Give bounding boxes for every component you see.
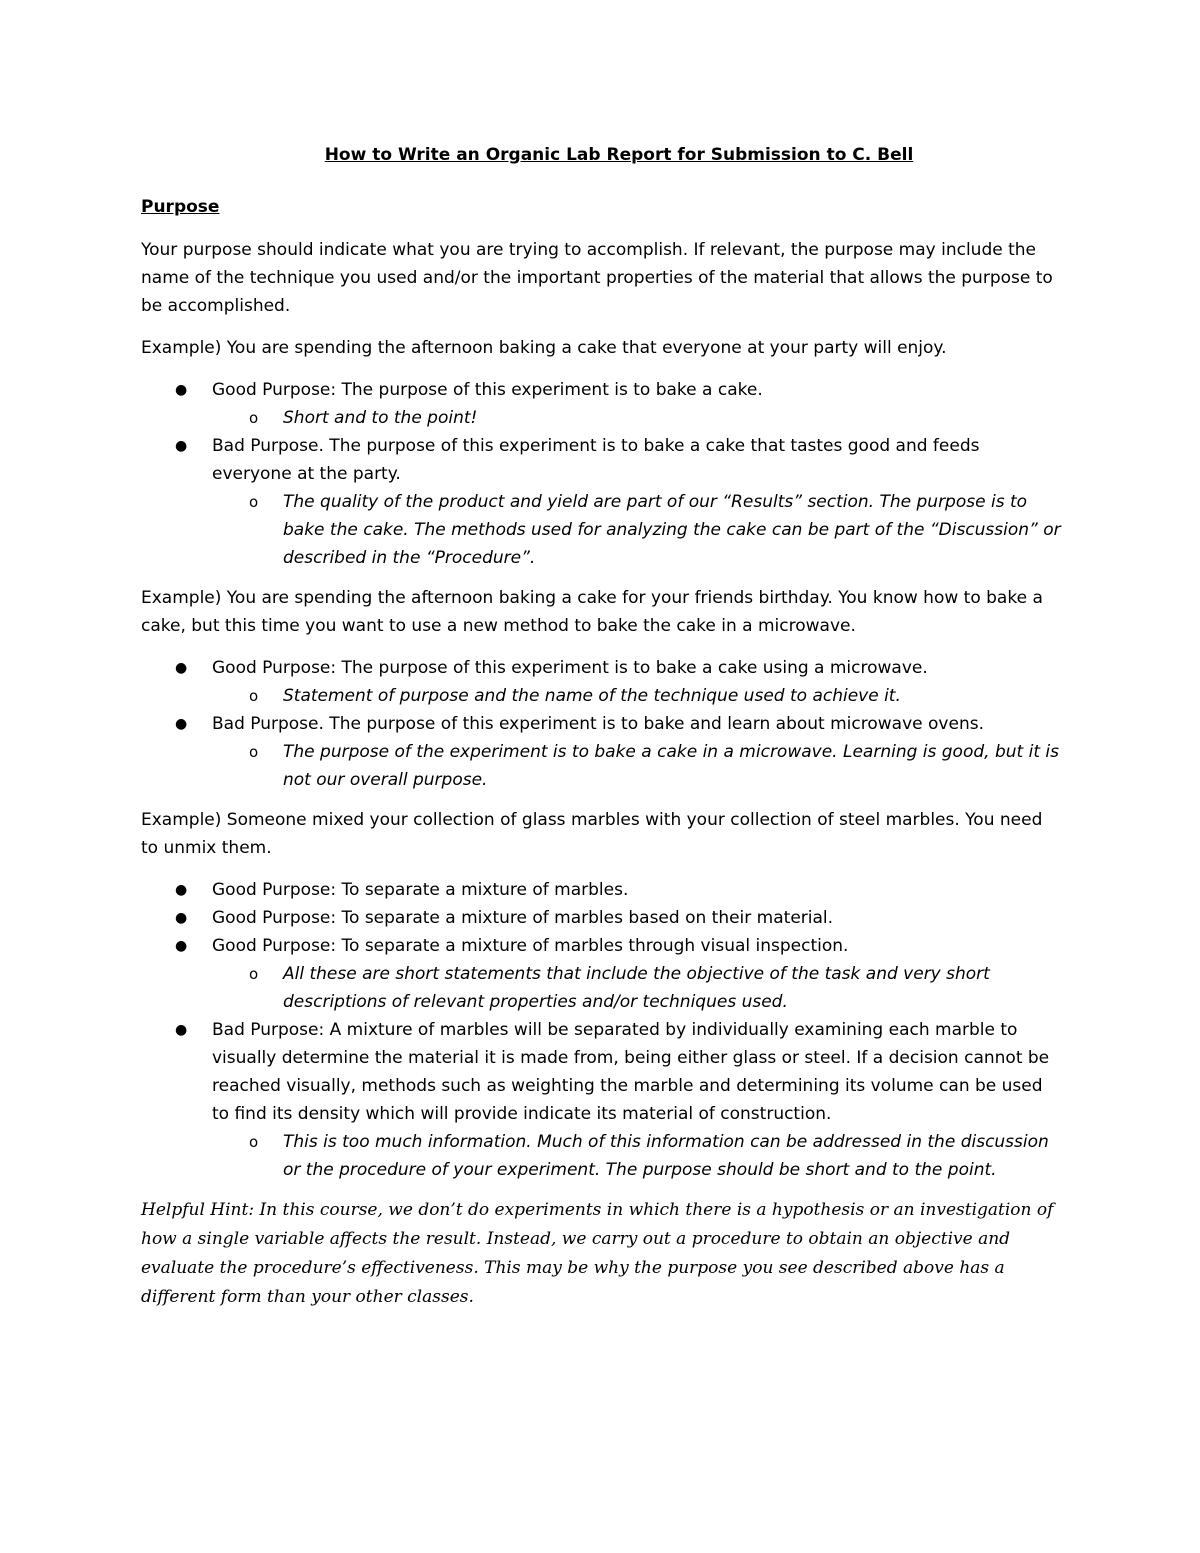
example-3-list bbox=[141, 876, 1061, 1184]
note-text: This is too much information. Much of this information can be addressed in the discussion or the procedure of your experiment. The purpose should be short and to the point. bbox=[283, 1132, 1049, 1180]
note-text: The quality of the product and yield are part of our “Results” section. The purpose is to bake the cake. The methods used for analyzing the cake can be part of the “Discussion” or described in the “Procedure”. bbox=[283, 492, 1061, 568]
note-text: The purpose of the experiment is to bake a cake in a microwave. Learning is good, but it is not our overall purpose. bbox=[283, 742, 1059, 790]
sub-bullet-icon: o bbox=[249, 965, 259, 983]
note-text: Statement of purpose and the name of the technique used to achieve it. bbox=[283, 686, 901, 706]
bullet-icon: ● bbox=[175, 938, 188, 954]
list-item bbox=[141, 710, 1061, 794]
example-1: Example) You are spending the afternoon baking a cake that everyone at your party will enjoy. bbox=[141, 338, 947, 358]
bad-purpose-text: Bad Purpose. The purpose of this experiment is to bake and learn about microwave ovens. bbox=[212, 714, 984, 734]
helpful-hint: Helpful Hint: In this course, we don’t do experiments in which there is a hypothesis or an investigation of how a single variable affects the result. Instead, we carry out a procedure to obtain an objective and evaluate the procedure’s effectiveness. This may be why the purpose you see described above has a different form than your other classes. bbox=[141, 1200, 1054, 1307]
sub-bullet-icon: o bbox=[249, 1133, 259, 1151]
bullet-icon: ● bbox=[175, 438, 188, 454]
bad-purpose-text: Bad Purpose. The purpose of this experiment is to bake a cake that tastes good and feeds everyone at the party. bbox=[212, 436, 980, 484]
sub-bullet-icon: o bbox=[249, 493, 259, 511]
note-text: All these are short statements that include the objective of the task and very short descriptions of relevant properties and/or techniques used. bbox=[283, 964, 990, 1012]
example-1-list bbox=[141, 376, 1061, 572]
bullet-icon: ● bbox=[175, 882, 188, 898]
example-3: Example) Someone mixed your collection of glass marbles with your collection of steel marbles. You need to unmix them. bbox=[141, 810, 1043, 858]
bullet-icon: ● bbox=[175, 910, 188, 926]
list-item bbox=[211, 738, 1061, 794]
note-text: Short and to the point! bbox=[283, 408, 478, 428]
good-purpose-text: Good Purpose: The purpose of this experiment is to bake a cake. bbox=[212, 380, 763, 400]
section-heading-purpose: Purpose bbox=[141, 197, 220, 217]
good-purpose-text: Good Purpose: To separate a mixture of marbles. bbox=[212, 880, 629, 900]
good-purpose-text: Good Purpose: To separate a mixture of marbles based on their material. bbox=[212, 908, 834, 928]
list-item bbox=[211, 682, 1061, 710]
sub-bullet-icon: o bbox=[249, 409, 259, 427]
intro-paragraph: Your purpose should indicate what you are trying to accomplish. If relevant, the purpose may include the name of the technique you used and/or the important properties of the material that allows the purpose to be accomplished. bbox=[141, 240, 1053, 316]
good-purpose-text: Good Purpose: The purpose of this experiment is to bake a cake using a microwave. bbox=[212, 658, 928, 678]
bad-purpose-text: Bad Purpose: A mixture of marbles will be separated by individually examining each marble to visually determine the material it is made from, being either glass or steel. If a decision cannot be reached visually, methods such as weighting the marble and determining its volume can be used to find its density which will provide indicate its material of construction. bbox=[212, 1020, 1050, 1124]
bullet-icon: ● bbox=[175, 716, 188, 732]
list-item bbox=[141, 876, 1061, 904]
list-item bbox=[211, 1128, 1061, 1184]
list-item bbox=[211, 404, 1061, 432]
list-item bbox=[211, 960, 1061, 1016]
list-item bbox=[141, 904, 1061, 932]
list-item bbox=[141, 432, 1061, 572]
bullet-icon: ● bbox=[175, 1022, 188, 1038]
good-purpose-text: Good Purpose: To separate a mixture of marbles through visual inspection. bbox=[212, 936, 849, 956]
document-title: How to Write an Organic Lab Report for Submission to C. Bell bbox=[324, 145, 914, 165]
document-body bbox=[141, 140, 1061, 1326]
list-item bbox=[141, 376, 1061, 432]
example-2: Example) You are spending the afternoon baking a cake for your friends birthday. You know how to bake a cake, but this time you want to use a new method to bake the cake in a microwave. bbox=[141, 588, 1043, 636]
bullet-icon: ● bbox=[175, 660, 188, 676]
sub-bullet-icon: o bbox=[249, 687, 259, 705]
list-item bbox=[141, 1016, 1061, 1184]
list-item bbox=[141, 932, 1061, 1016]
example-2-list bbox=[141, 654, 1061, 794]
list-item bbox=[211, 488, 1061, 572]
sub-bullet-icon: o bbox=[249, 743, 259, 761]
bullet-icon: ● bbox=[175, 382, 188, 398]
list-item bbox=[141, 654, 1061, 710]
